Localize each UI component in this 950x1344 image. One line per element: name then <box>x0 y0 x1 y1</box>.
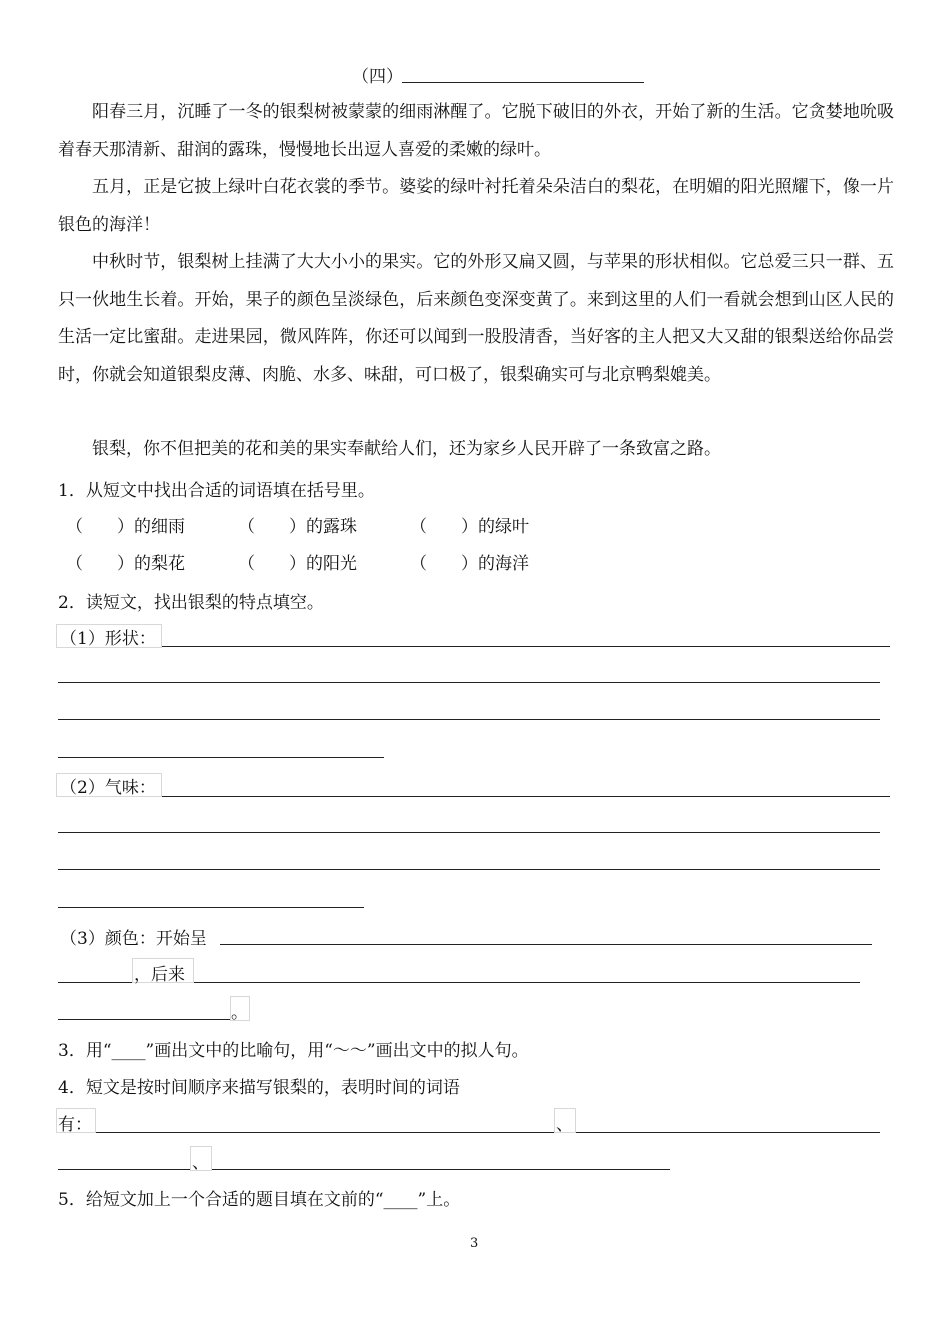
question-2: 2．读短文，找出银梨的特点填空。 <box>58 593 324 613</box>
time-word-line-3[interactable] <box>212 1169 670 1170</box>
shape-answer-line-1[interactable] <box>162 646 890 647</box>
shape-answer-line-3[interactable] <box>58 719 880 720</box>
time-word-line-2[interactable] <box>576 1132 880 1133</box>
q1-blank-yangguang[interactable]: （ ）的阳光 <box>238 554 357 574</box>
q1-blank-luzhu[interactable]: （ ）的露珠 <box>238 517 357 537</box>
shape-label: （1）形状： <box>60 629 156 649</box>
section-number: （四） <box>352 67 403 87</box>
shape-answer-line-2[interactable] <box>58 682 880 683</box>
period: 。 <box>231 1003 248 1023</box>
smell-answer-line-3[interactable] <box>58 869 880 870</box>
smell-answer-line-2[interactable] <box>58 832 880 833</box>
color-later-line-cont[interactable] <box>58 1019 230 1020</box>
q1-blank-lihua[interactable]: （ ）的梨花 <box>66 554 185 574</box>
passage-paragraph-2: 五月，正是它披上绿叶白花衣裳的季节。婆娑的绿叶衬托着朵朵洁白的梨花，在明媚的阳光照耀下，像一片银色的海洋！ <box>58 177 894 235</box>
passage-paragraph-3: 中秋时节，银梨树上挂满了大大小小的果实。它的外形又扁又圆，与苹果的形状相似。它总爱三只一群、五只一伙地生长着。开始，果子的颜色呈淡绿色，后来颜色变深变黄了。来到这里的人们一看就会想到山区人民的生活一定比蜜甜。走进果园，微风阵阵，你还可以闻到一股股清香，当好客的主人把又大又甜的银梨送给你品尝时，你就会知道银梨皮薄、肉脆、水多、味甜，可口极了，银梨确实可与北京鸭梨媲美。 <box>58 252 894 385</box>
later-label: ，后来 <box>134 965 185 985</box>
q1-blank-lvye[interactable]: （ ）的绿叶 <box>410 517 529 537</box>
question-1: 1．从短文中找出合适的词语填在括号里。 <box>58 481 375 501</box>
q1-blank-xiyu[interactable]: （ ）的细雨 <box>66 517 185 537</box>
question-4: 4．短文是按时间顺序来描写银梨的，表明时间的词语 <box>58 1078 460 1098</box>
color-start-line[interactable] <box>220 944 872 945</box>
color-label: （3）颜色：开始呈 <box>60 929 207 949</box>
color-start-line-cont[interactable] <box>58 982 132 983</box>
you-label: 有： <box>58 1115 92 1135</box>
passage-paragraph-1: 阳春三月，沉睡了一冬的银梨树被蒙蒙的细雨淋醒了。它脱下破旧的外衣，开始了新的生活。它贪婪地吮吸着春天那清新、甜润的露珠，慢慢地长出逗人喜爱的柔嫩的绿叶。 <box>58 102 894 160</box>
question-3: 3．用“____”画出文中的比喻句，用“～～”画出文中的拟人句。 <box>58 1041 529 1061</box>
question-5: 5．给短文加上一个合适的题目填在文前的“____”上。 <box>58 1190 461 1210</box>
color-later-line[interactable] <box>194 982 860 983</box>
separator-2: 、 <box>192 1153 209 1173</box>
title-blank[interactable] <box>402 82 644 83</box>
q1-blank-haiyang[interactable]: （ ）的海洋 <box>410 554 529 574</box>
passage-paragraph-4: 银梨，你不但把美的花和美的果实奉献给人们，还为家乡人民开辟了一条致富之路。 <box>92 439 721 459</box>
smell-answer-line-1[interactable] <box>162 796 890 797</box>
shape-answer-line-4[interactable] <box>58 757 384 758</box>
smell-label: （2）气味： <box>60 778 156 798</box>
page-number: 3 <box>470 1236 479 1251</box>
separator-1: 、 <box>556 1115 573 1135</box>
time-word-line-1[interactable] <box>96 1132 554 1133</box>
smell-answer-line-4[interactable] <box>58 907 364 908</box>
time-word-line-2-cont[interactable] <box>58 1169 190 1170</box>
